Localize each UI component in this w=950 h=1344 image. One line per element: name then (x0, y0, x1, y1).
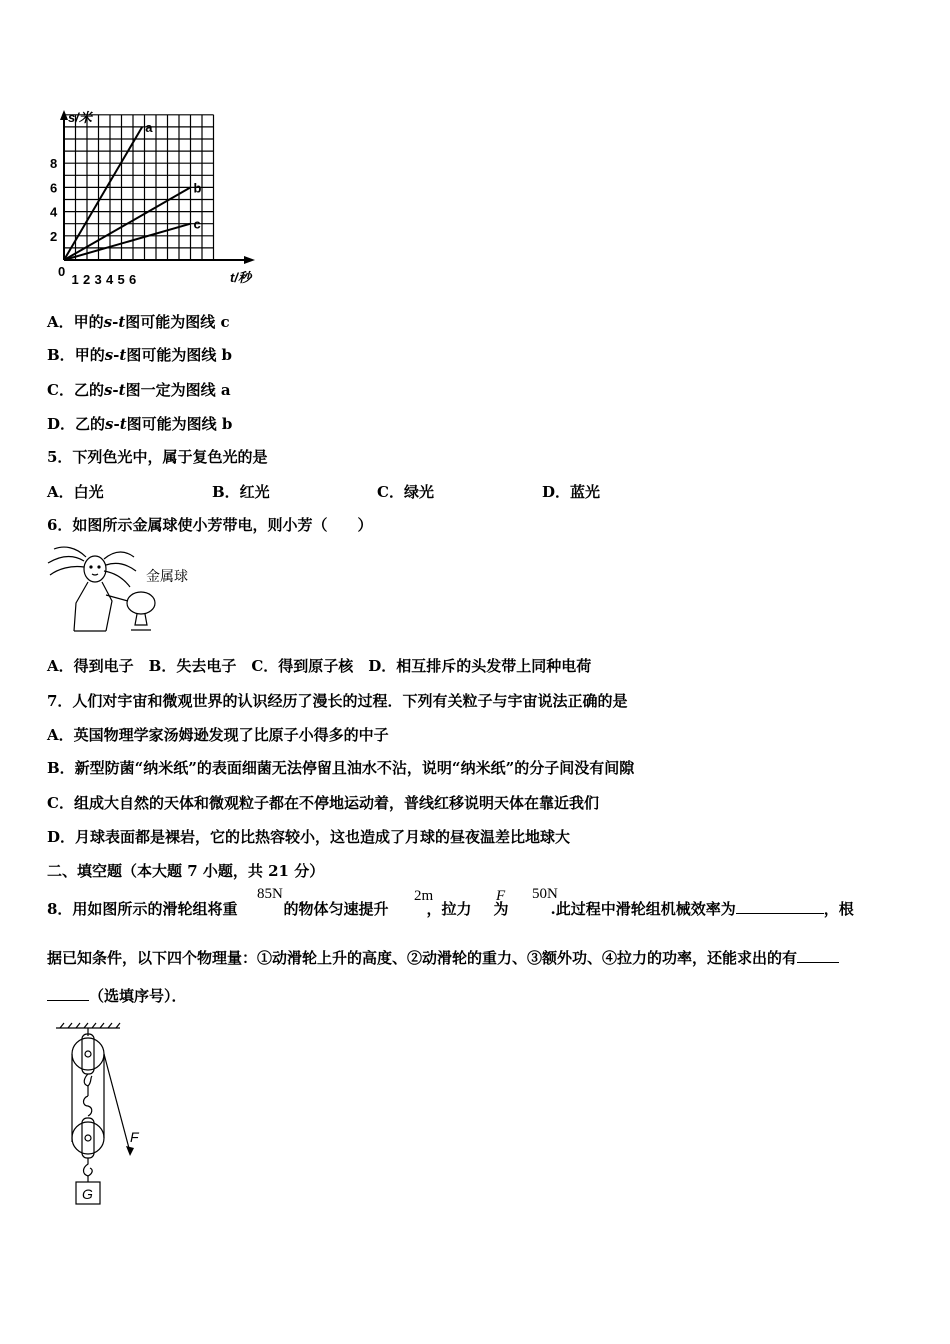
q8-blank-quantities[interactable] (797, 948, 839, 963)
section-2-heading: 二、填空题（本大题 7 小题，共 21 分） (47, 862, 325, 880)
x-tick-label: 2 (83, 272, 91, 287)
x-tick-label: 6 (129, 272, 137, 287)
series-label-a: a (145, 119, 153, 135)
y-tick-label: 4 (50, 204, 58, 220)
q7-option-b: B．新型防菌“纳米纸”的表面细菌无法停留且油水不沾，说明“纳米纸”的分子间没有间隙 (47, 759, 635, 777)
series-label-b: b (193, 180, 202, 196)
q8-line-1 (47, 899, 854, 919)
q5-option-a: A．白光 (47, 483, 104, 501)
q8-force-value: 50N (532, 886, 558, 902)
y-tick-label: 2 (50, 228, 58, 244)
x-axis-label: t/秒 (230, 270, 251, 285)
q8-text-6: ，根 (823, 900, 854, 918)
metal-ball-label: 金属球 (146, 568, 188, 584)
x-axis-arrow (244, 256, 255, 264)
q8-weight-value: 85N (257, 886, 283, 902)
q7-option-c: C．组成大自然的天体和微观粒子都在不停地运动着，普线红移说明天体在靠近我们 (47, 794, 599, 812)
q8-line-2 (47, 948, 839, 968)
q8-text-line-3: （选填序号）． (89, 987, 187, 1005)
q8-text-line-2: 据已知条件，以下四个物理量：①动滑轮上升的高度、②动滑轮的重力、③额外功、④拉力的功率，还能求出的有 (47, 949, 798, 967)
q8-line-3 (47, 986, 187, 1006)
q5-option-c: C．绿光 (377, 483, 434, 501)
x-tick-label: 5 (117, 272, 125, 287)
q6-options: A．得到电子 B．失去电子 C．得到原子核 D．相互排斥的头发带上同种电荷 (47, 657, 592, 675)
y-tick-label: 6 (50, 180, 58, 196)
q7-stem: 7．人们对宇宙和微观世界的认识经历了漫长的过程．下列有关粒子与宇宙说法正确的是 (47, 692, 628, 710)
q8-height-value: 2m (414, 888, 434, 904)
x-tick-label: 3 (94, 272, 102, 287)
q8-text-1: 8．用如图所示的滑轮组将重 (47, 900, 238, 918)
q8-text-3: ，拉力 (426, 900, 472, 918)
q5-stem: 5．下列色光中，属于复色光的是 (47, 448, 268, 466)
q5-option-d: D．蓝光 (542, 483, 601, 501)
q4-option-a: A．甲的s-t图可能为图线 c (47, 313, 230, 331)
q4-option-c: C．乙的s-t图一定为图线 a (47, 381, 231, 399)
q7-option-a: A．英国物理学家汤姆逊发现了比原子小得多的中子 (47, 726, 389, 744)
series-label-c: c (193, 216, 201, 232)
y-axis-label: s/米 (68, 110, 92, 125)
x-tick-label: 4 (106, 272, 114, 287)
q8-blank-quantities-cont[interactable] (47, 986, 89, 1001)
q8-text-2: 的物体匀速提升 (283, 900, 389, 918)
q8-text-4: 为 (493, 900, 509, 918)
origin-label: 0 (58, 264, 66, 279)
q7-option-d: D．月球表面都是裸岩，它的比热容较小，这也造成了月球的昼夜温差比地球大 (47, 828, 571, 846)
q5-option-b: B．红光 (212, 483, 270, 501)
pulley-weight-label: G (82, 1186, 93, 1202)
girl-metal-ball-figure (46, 543, 206, 635)
pulley-figure (50, 1022, 160, 1212)
st-graph (44, 104, 264, 290)
y-tick-label: 8 (50, 156, 58, 172)
q6-stem: 6．如图所示金属球使小芳带电，则小芳（ ） (47, 516, 373, 534)
x-tick-label: 1 (71, 272, 79, 287)
q4-option-b: B．甲的s-t图可能为图线 b (47, 346, 233, 364)
q8-blank-efficiency[interactable] (736, 899, 824, 914)
q8-force-symbol: F (496, 888, 506, 904)
pulley-force-label: F (130, 1129, 139, 1145)
q8-text-5: .此过程中滑轮组机械效率为 (550, 900, 736, 918)
q4-option-d: D．乙的s-t图可能为图线 b (47, 415, 233, 433)
